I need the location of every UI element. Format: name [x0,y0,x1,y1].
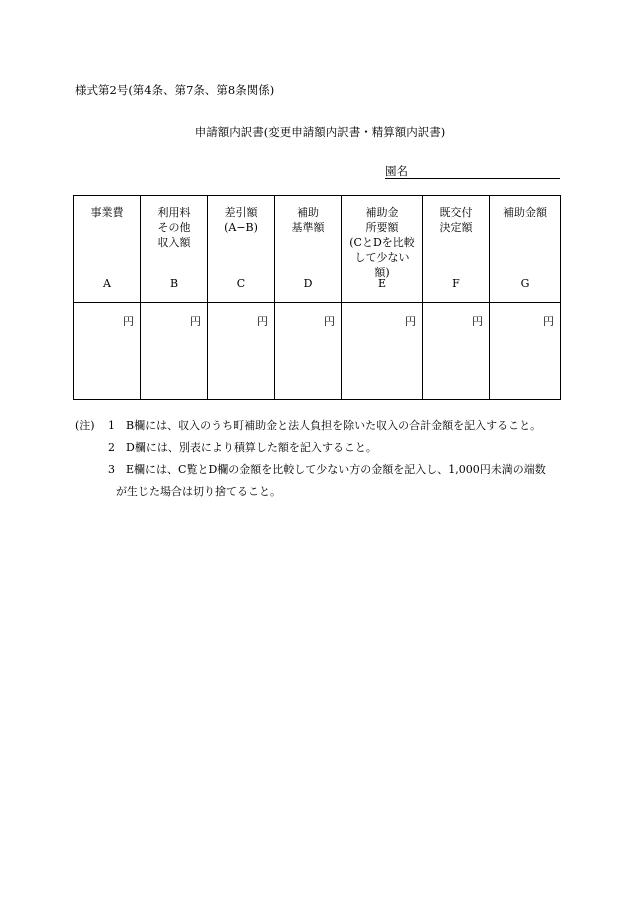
amount-cell-a[interactable] [74,303,141,400]
column-letter: C [236,277,246,290]
column-label: 既交付 決定額 [439,206,473,234]
column-header-b [141,196,208,303]
note-number: 3 [108,463,115,476]
column-letter: E [377,277,387,290]
amount-cell-c[interactable] [208,303,275,400]
note-item [75,459,565,481]
column-header-a [74,196,141,303]
column-header-e [342,196,423,303]
note-item [75,415,565,437]
amount-cell-f[interactable] [423,303,490,400]
note-item [75,437,565,459]
note-text: が生じた場合は切り捨てること。 [116,485,281,498]
note-text: E欄には、C覧とD欄の金額を比較して少ない方の金額を記入し、1,000円未満の端数 [126,463,546,476]
column-letter: A [103,277,111,290]
note-number: 1 [108,419,115,432]
yen-unit: 円 [324,315,335,328]
school-name-field [385,163,560,179]
yen-unit: 円 [257,315,268,328]
notes-section [75,415,565,503]
column-label: 差引額 (A−B) [224,206,258,234]
yen-unit: 円 [190,315,201,328]
column-letter: B [169,277,179,290]
table-value-row [74,303,561,400]
column-label: 補助金額 [503,206,547,219]
column-letter: G [520,277,530,290]
column-header-f [423,196,490,303]
column-label: 補助 基準額 [291,206,325,234]
column-label: 事業費 [90,206,124,219]
column-header-d [275,196,342,303]
column-header-g [490,196,561,303]
document-title: 申請額内訳書(変更申請額内訳書・精算額内訳書) [194,125,446,139]
form-number: 様式第2号(第4条、第7条、第8条関係) [75,83,275,97]
amount-cell-b[interactable] [141,303,208,400]
column-header-c [208,196,275,303]
amount-cell-d[interactable] [275,303,342,400]
column-label: 補助金 所要額 (CとDを比較 して少ない 額) [349,206,415,279]
yen-unit: 円 [472,315,483,328]
school-name-label: 園名 [385,164,408,178]
amount-cell-e[interactable] [342,303,423,400]
table-header-row [74,196,561,303]
note-text: D欄には、別表により積算した額を記入すること。 [126,441,377,454]
amount-cell-g[interactable] [490,303,561,400]
note-continuation [75,481,565,503]
yen-unit: 円 [543,315,554,328]
column-letter: F [452,277,460,290]
note-text: B欄には、収入のうち町補助金と法人負担を除いた収入の合計金額を記入すること。 [126,419,542,432]
notes-prefix: (注) [75,419,95,432]
yen-unit: 円 [123,315,134,328]
amount-breakdown-table [73,195,561,400]
column-letter: D [303,277,313,290]
column-label: 利用料 その他 収入額 [157,206,191,249]
note-number: 2 [108,441,115,454]
yen-unit: 円 [405,315,416,328]
